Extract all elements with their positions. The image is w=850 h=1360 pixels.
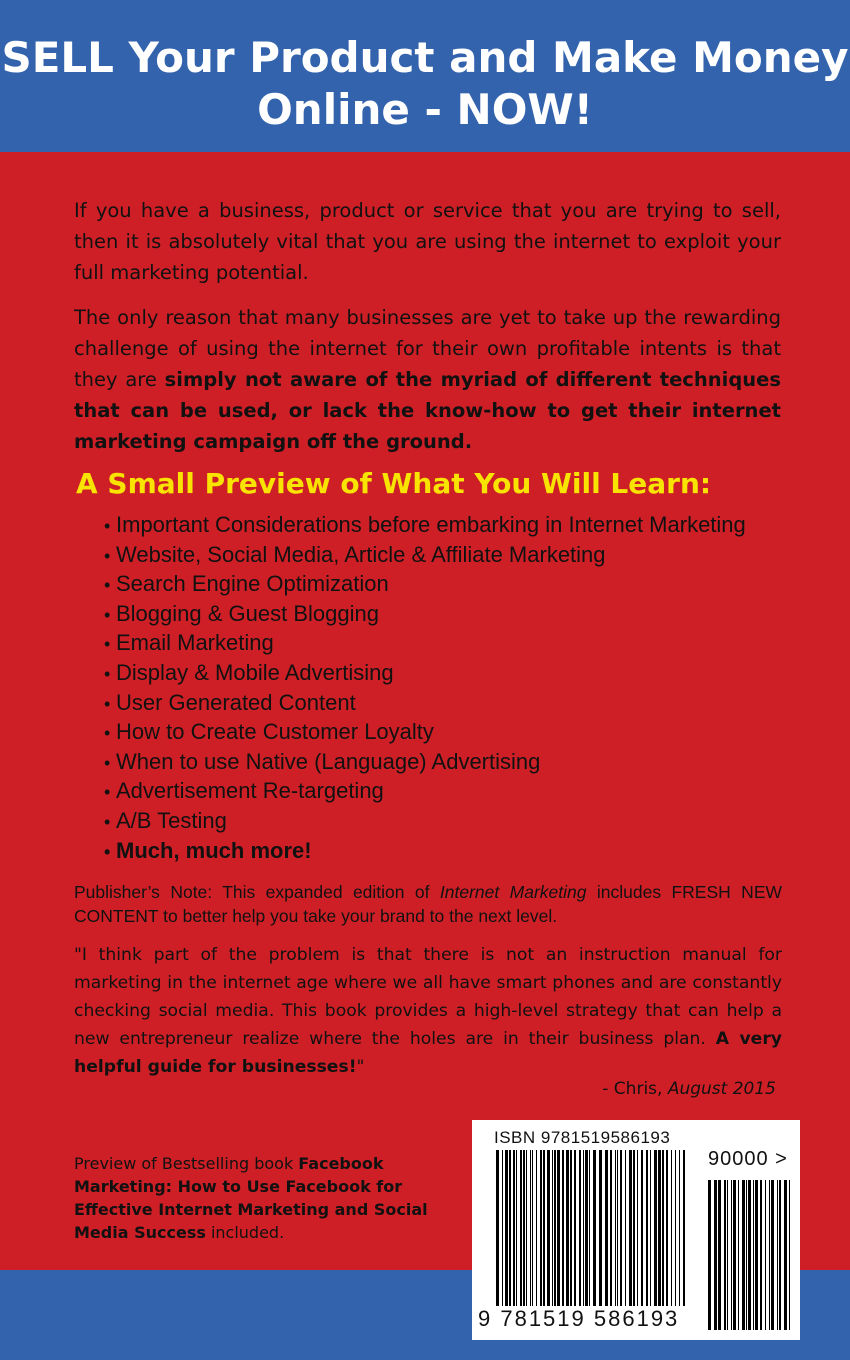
barcode-bar [662, 1150, 664, 1306]
testimonial-author: - Chris, [602, 1079, 668, 1099]
barcode-bar [513, 1150, 515, 1306]
barcode-bar [666, 1150, 668, 1306]
barcode-bar [547, 1150, 550, 1306]
list-item [104, 748, 824, 778]
barcode-bar [765, 1180, 766, 1330]
barcode-bar [742, 1180, 745, 1330]
bullet-icon: • [104, 723, 111, 744]
barcode-bar [753, 1180, 754, 1330]
barcode-bar [610, 1150, 612, 1306]
barcode-bar [646, 1150, 648, 1306]
barcode-bar [593, 1150, 596, 1306]
barcode-bar [557, 1150, 560, 1306]
isbn-label: ISBN 9781519586193 [494, 1128, 671, 1147]
barcode-bar [738, 1180, 739, 1330]
barcode-bar [650, 1150, 651, 1306]
list-item [104, 807, 824, 837]
testimonial-quote [74, 941, 782, 1081]
barcode-bar [625, 1150, 626, 1306]
barcode-bar [526, 1150, 527, 1306]
barcode-bar [585, 1150, 588, 1306]
list-item-text: A/B Testing [116, 807, 227, 833]
barcode-bar [724, 1180, 726, 1330]
bullet-icon: • [104, 634, 111, 655]
cover-title: SELL Your Product and Make Money Online - NOW! [1, 33, 849, 134]
testimonial-close-quote: " [356, 1057, 365, 1077]
barcode-bar [727, 1180, 728, 1330]
list-item [104, 837, 824, 867]
barcode-bar [748, 1180, 751, 1330]
barcode-bar [789, 1180, 790, 1330]
barcode-bar [520, 1150, 522, 1306]
barcode-bar [530, 1150, 531, 1306]
bullet-icon: • [104, 516, 111, 536]
barcode-box [472, 1120, 800, 1340]
barcode-bar [566, 1150, 569, 1306]
intro-paragraph-2-bold: simply not aware of the myriad of different techniques that can be used, or lack the know-how to get their internet marketing campaign off the ground. [74, 368, 781, 453]
list-item-text: Website, Social Media, Article & Affiliate Marketing [116, 541, 606, 567]
publisher-note-book-title: Internet Marketing [439, 882, 587, 902]
barcode-bar [733, 1180, 736, 1330]
preview-note-text: Preview of Bestselling book [74, 1154, 299, 1173]
list-item-text: Search Engine Optimization [116, 571, 389, 597]
list-item [104, 600, 824, 630]
header-band [0, 0, 850, 152]
barcode-bar [574, 1150, 576, 1306]
list-item-text: Important Considerations before embarking in Internet Marketing [116, 512, 746, 537]
barcode-bar [536, 1150, 537, 1306]
barcode-bar [683, 1150, 685, 1306]
list-item-text: Blogging & Guest Blogging [116, 600, 379, 626]
list-item-text: Advertisement Re-targeting [116, 778, 384, 804]
intro-paragraph-2-text: The only reason that many businesses are yet to take up the rewarding challenge of using the internet for their own profitable intents is that they are [74, 306, 781, 391]
barcode-bar [543, 1150, 545, 1306]
list-item-text: How to Create Customer Loyalty [116, 719, 434, 745]
barcode-bar [540, 1150, 542, 1306]
barcode-bar [675, 1150, 676, 1306]
preview-note-suffix: included. [205, 1223, 285, 1242]
barcode-bar [532, 1150, 533, 1306]
list-item [104, 689, 824, 719]
barcode-bar [615, 1150, 616, 1306]
barcode-bar [708, 1180, 711, 1330]
testimonial-bold: A very helpful guide for businesses! [74, 1029, 782, 1077]
barcode-bar [523, 1150, 525, 1306]
barcode-bar [641, 1150, 643, 1306]
preview-note [74, 1152, 434, 1244]
testimonial-text: "I think part of the problem is that there is not an instruction manual for marketing in the internet age where we all have smart phones and are constantly checking social media. This book provides a high-level strategy that can help a new entrepreneur realize where the holes are in their business plan. [74, 945, 782, 1049]
bullet-icon: • [104, 575, 111, 596]
barcode-bar [599, 1150, 602, 1306]
bullet-icon: • [104, 841, 111, 862]
barcode-bar [629, 1150, 632, 1306]
barcode-bar [589, 1150, 590, 1306]
bullet-icon: • [104, 752, 111, 773]
list-item-text: When to use Native (Language) Advertising [116, 748, 541, 774]
barcode-bar [746, 1180, 747, 1330]
isbn-barcode [496, 1150, 690, 1306]
barcode-bar [502, 1150, 503, 1306]
list-item [104, 629, 824, 659]
preview-book-title: Facebook Marketing: How to Use Facebook for Effective Internet Marketing and Social Media Success [74, 1154, 428, 1242]
testimonial-date: August 2015 [667, 1079, 776, 1099]
barcode-bar [777, 1180, 778, 1330]
bullet-icon: • [104, 693, 111, 714]
intro-paragraph-2 [74, 302, 781, 457]
barcode-bar [769, 1180, 770, 1330]
barcode-bar [617, 1150, 618, 1306]
list-item-text: Much, much more! [116, 837, 312, 863]
barcode-bar [605, 1150, 608, 1306]
bullet-icon: • [104, 604, 111, 625]
list-item [104, 718, 824, 748]
learn-list [104, 511, 824, 866]
barcode-bar [570, 1150, 572, 1306]
barcode-bar [516, 1150, 517, 1306]
barcode-bar [679, 1150, 680, 1306]
price-code: 90000 > [708, 1148, 788, 1170]
barcode-bar [760, 1180, 762, 1330]
barcode-bar [620, 1150, 622, 1306]
barcode-bar [505, 1150, 508, 1306]
barcode-bar [779, 1180, 781, 1330]
list-item [104, 570, 824, 600]
list-item-text: User Generated Content [116, 689, 356, 715]
barcode-bar [718, 1180, 721, 1330]
list-item-text: Display & Mobile Advertising [116, 659, 394, 685]
isbn-digits: 9 781519 586193 [478, 1306, 680, 1331]
barcode-bar [583, 1150, 584, 1306]
barcode-bar [496, 1150, 499, 1306]
learn-heading: A Small Preview of What You Will Learn: [76, 467, 712, 500]
list-item [104, 541, 824, 571]
list-item [104, 777, 824, 807]
bullet-icon: • [104, 663, 111, 684]
testimonial-attribution [602, 1079, 776, 1099]
price-barcode [708, 1180, 792, 1330]
barcode-bar [731, 1180, 732, 1330]
publisher-note-suffix: includes FRESH NEW CONTENT to better help you take your brand to the next level. [74, 882, 783, 926]
barcode-bar [784, 1180, 787, 1330]
barcode-bar [671, 1150, 672, 1306]
barcode-bar [562, 1150, 564, 1306]
bullet-icon: • [104, 811, 111, 832]
barcode-bar [509, 1150, 511, 1306]
list-item-text: Email Marketing [116, 630, 274, 656]
barcode-bar [637, 1150, 638, 1306]
bullet-icon: • [104, 782, 111, 803]
barcode-bar [714, 1180, 717, 1330]
barcode-bar [658, 1150, 661, 1306]
barcode-bar [771, 1180, 774, 1330]
list-item [104, 659, 824, 689]
barcode-bar [633, 1150, 635, 1306]
barcode-bar [554, 1150, 556, 1306]
bullet-icon: • [104, 545, 111, 566]
publisher-note-text: Publisher’s Note: This expanded edition of [74, 882, 440, 902]
barcode-bar [755, 1180, 758, 1330]
barcode-bar [654, 1150, 657, 1306]
barcode-bar [579, 1150, 581, 1306]
publisher-note [74, 880, 782, 928]
barcode-bar [552, 1150, 553, 1306]
intro-paragraph-1: If you have a business, product or service that you are trying to sell, then it is absolutely vital that you are using the internet to exploit your full marketing potential. [74, 199, 781, 284]
list-item [104, 511, 824, 541]
